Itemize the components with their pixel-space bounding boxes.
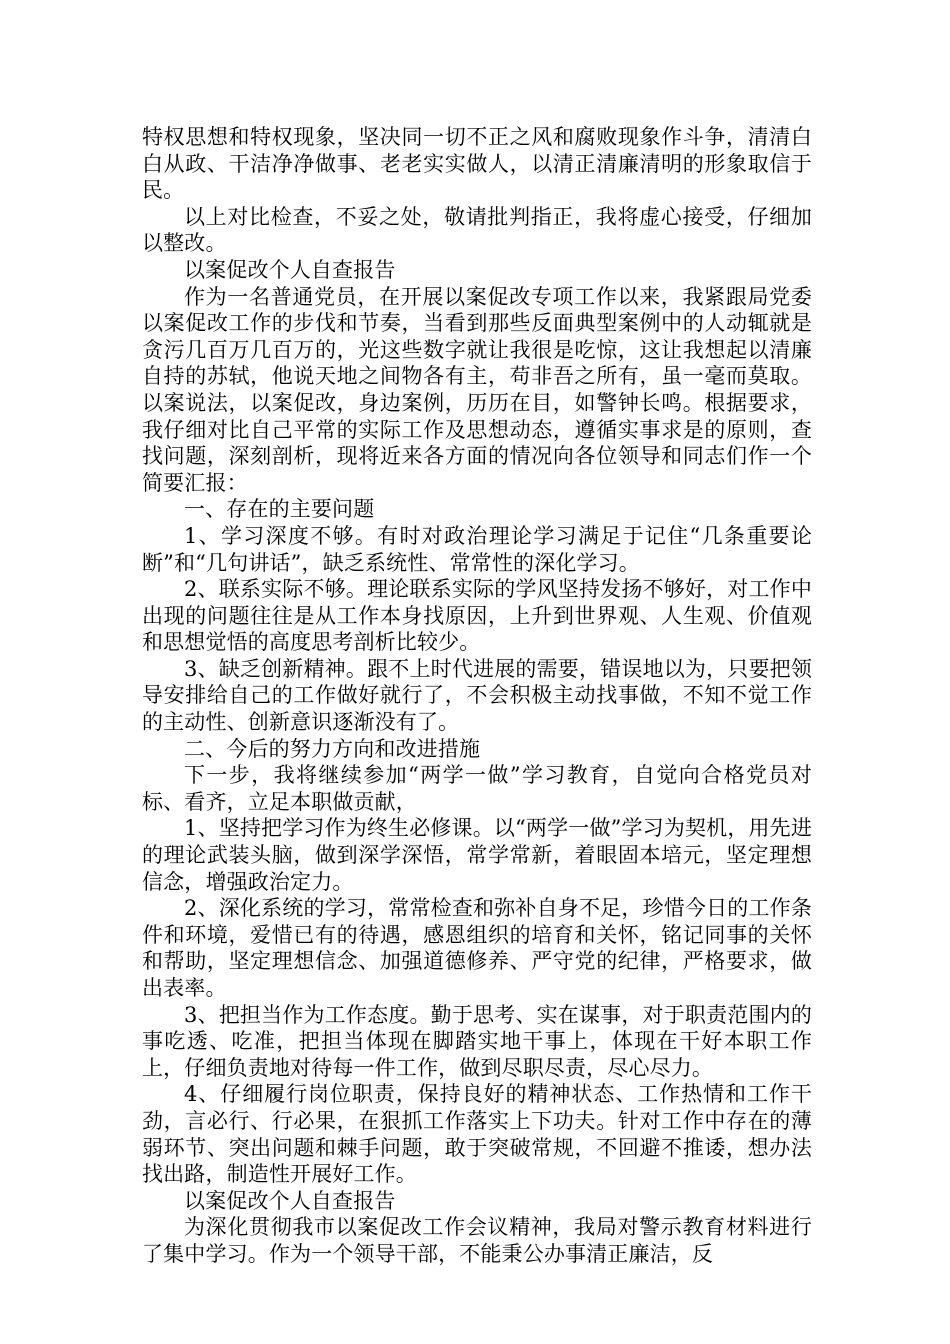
list-item: 1、坚持把学习作为终生必修课。以“两学一做”学习为契机，用先进的理论武装头脑，做到深学深悟，常学常新，着眼固本培元，坚定理想信念，增强政治定力。 <box>142 816 812 894</box>
list-item: 3、缺乏创新精神。跟不上时代进展的需要，错误地以为，只要把领导安排给自己的工作做好就行了，不会积极主动找事做，不知不觉工作的主动性、创新意识逐渐没有了。 <box>142 656 812 735</box>
section-title: 以案促改个人自查报告 <box>184 1188 396 1213</box>
section-heading-2: 二、今后的努力方向和改进措施 <box>184 736 481 761</box>
paragraph-1: 特权思想和特权现象，坚决同一切不正之风和腐败现象作斗争，清清白白从政、干洁净净做事、老老实实做人，以清正清廉清明的形象取信于民。 <box>142 125 812 203</box>
paragraph-2: 以上对比检查，不妥之处，敬请批判指正，我将虚心接受，仔细加以整改。 <box>142 204 812 256</box>
list-item: 2、联系实际不够。理论联系实际的学风坚持发扬不够好，对工作中出现的问题往往是从工作本身找原因，上升到世界观、人生观、价值观和思想觉悟的高度思考剖析比较少。 <box>142 577 812 655</box>
paragraph-10: 下一步，我将继续参加“两学一做”学习教育，自觉向合格党员对标、看齐，立足本职做贡献， <box>142 763 812 814</box>
section-title: 以案促改个人自查报告 <box>184 257 396 282</box>
paragraph-16: 为深化贯彻我市以案促改工作会议精神，我局对警示教育材料进行了集中学习。作为一个领导干部，不能秉公办事清正廉洁，反 <box>142 1215 812 1266</box>
paragraph-4: 作为一名普通党员，在开展以案促改专项工作以来，我紧跟局党委以案促改工作的步伐和节奏，当看到那些反面典型案例中的人动辄就是贪污几百万几百万的，光这些数字就让我很是吃惊，这让我想起以清廉自持的苏轼，他说天地之间物各有主，苟非吾之所有，虽一毫而莫取。以案说法，以案促改，身边案例，历历在目，如警钟长鸣。根据要求，我仔细对比自己平常的实际工作及思想动态，遵循实事求是的原则，查找问题，深刻剖析，现将近来各方面的情况向各位领导和同志们作一个简要汇报： <box>142 284 812 495</box>
document-body <box>142 124 812 1268</box>
list-item: 3、把担当作为工作态度。勤于思考、实在谋事，对于职责范围内的事吃透、吃准，把担当体现在脚踏实地干事上，体现在干好本职工作上，仔细负责地对待每一件工作，做到尽职尽责，尽心尽力。 <box>142 1002 812 1080</box>
list-item: 2、深化系统的学习，常常检查和弥补自身不足，珍惜今日的工作条件和环境，爱惜已有的待遇，感恩组织的培育和关怀，铭记同事的关怀和帮助，坚定理想信念、加强道德修养、严守党的纪律，严格要求，做出表率。 <box>142 896 812 1000</box>
section-heading-1: 一、存在的主要问题 <box>184 497 375 522</box>
list-item: 1、学习深度不够。有时对政治理论学习满足于记住“几条重要论断”和“几句讲话”，缺乏系统性、常常性的深化学习。 <box>142 523 812 575</box>
list-item: 4、仔细履行岗位职责，保持良好的精神状态、工作热情和工作干劲，言必行、行必果，在狠抓工作落实上下功夫。针对工作中存在的薄弱环节、突出问题和棘手问题，敢于突破常规，不回避不推诿，想办法找出路，制造性开展好工作。 <box>142 1082 812 1187</box>
